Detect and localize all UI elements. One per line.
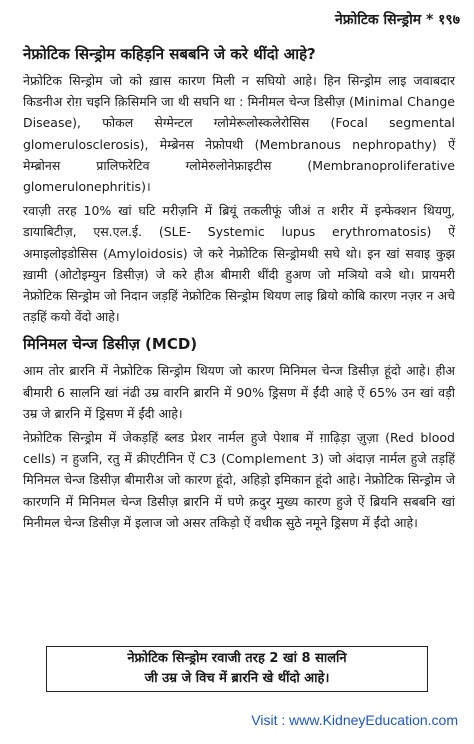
section-heading-causes: नेफ्रोटिक सिन्ड्रोम कहिड़नि सबबनि जे करे थींदो आहे? [23,45,316,63]
key-fact-callout-box [46,646,428,692]
section-heading-mcd: मिनिमल चेन्ज डिसीज़ (MCD) [23,335,198,354]
callout-line-2: जी उम्र जे विच में ब्रारनि खे थींदो आहे। [144,671,330,686]
running-header: नेफ्रोटिक सिन्ड्रोम * १९७ [335,12,460,28]
paragraph-mcd-1: आम तोर ब्रारनि में नेफ्रोटिक सिन्ड्रोम थियण जो कारण मिनिमल चेन्ज डिसीज़ हूंदो आहे। हीअ बीमारी 6 सालनि खां नंढी उम्र वारनि ब्रारनि में 90% ड्रिसण में ईंदी आहे ऐं 65% उन खां वड़ी उम्र जे ब्रारनि में ड्रिसण में ईंदी आहे। [23,363,455,421]
website-footer: Visit : www.KidneyEducation.com [251,712,458,728]
callout-line-1: नेफ्रोटिक सिन्ड्रोम रवाजी तरह 2 खां 8 सालनि [127,651,347,666]
main-content [23,44,455,536]
paragraph-causes-2: रवाज़ी तरह 10% खां घटि मरीज़नि में ब्रियूं तकलीफूं जीअं त शरीर में इन्फेक्शन थियणु, डायाबिटीज़, एस.एल.ई. (SLE- Systemic lupus erythromatosis) ऐं अमाइलोइडोसिस (Amyloidosis) जे करे नेफ्रोटिक सिन्ड्रोमथी सघे थो। इन खां सवाइ कुझ ख़ामी (ओटोइम्युन डिसीज़) जे करे हीअ बीमारी थींदी हुअण जो मञियो वञे थो। प्रायमरी नेफ्रोटिक सिन्ड्रोम जो निदान जड़हिं नेफ्रोटिक सिन्ड्रोम थियण लाइ ब्रियो कोबि कारण नज़र न अचे तड़हिं कयो वेंदो आहे। [23,203,455,325]
paragraph-causes-1: नेफ्रोटिक सिन्ड्रोम जो को ख़ास कारण मिली न सघियो आहे। हिन सिन्ड्रोम लाइ जवाबदार किडनीअ रोग़ चइनि क़िसिमनि जा थी सघनि था : मिनीमल चेन्ज डिसीज़ (Minimal Change Disease), फोकल सेग्मेन्टल ग्लोमेरूलोस्कलेरोसिस (Focal segmental glomerulosclerosis), मेम्ब्रेनस नेफ्रोपथी (Membranous nephropathy) ऐं मेम्ब्रोनस प्रालिफरेटिव ग्लोमेरुलोनेफ्राइटीस (Membranoproliferative glomerulonephritis)। [23,73,455,195]
paragraph-mcd-2: नेफ्रोटिक सिन्ड्रोम में जेकड़हिं ब्लड प्रेशर नार्मल हुजे पेशाब में ग़ाढ़िड़ा ज़ुज़ा (Red blood cells) न हुजनि, रतु में क्रीएटीनिन ऐं C3 (Complement 3) जो अंदाज़ नार्मल हुजे तड़हिं मिनिमल चेन्ज डिसीज़ बीमारीअ जो कारण हूंदो, अहिड़ो इमिकान हूंदो आहे। नेफ्रोटिक सिन्ड्रोम जे कारणनि में मिनिमल चेन्ज डिसीज़ ब्रारनि में घणे क़दुर मुख्य कारण हुजे ऐं ब्रियनि सबबनि खां मिनीमल चेन्ज डिसीज़ में इलाज जो असर तकिड़ो ऐं वधीक सुठे नमूने ड्रिसण में ईंदो आहे। [23,430,455,530]
